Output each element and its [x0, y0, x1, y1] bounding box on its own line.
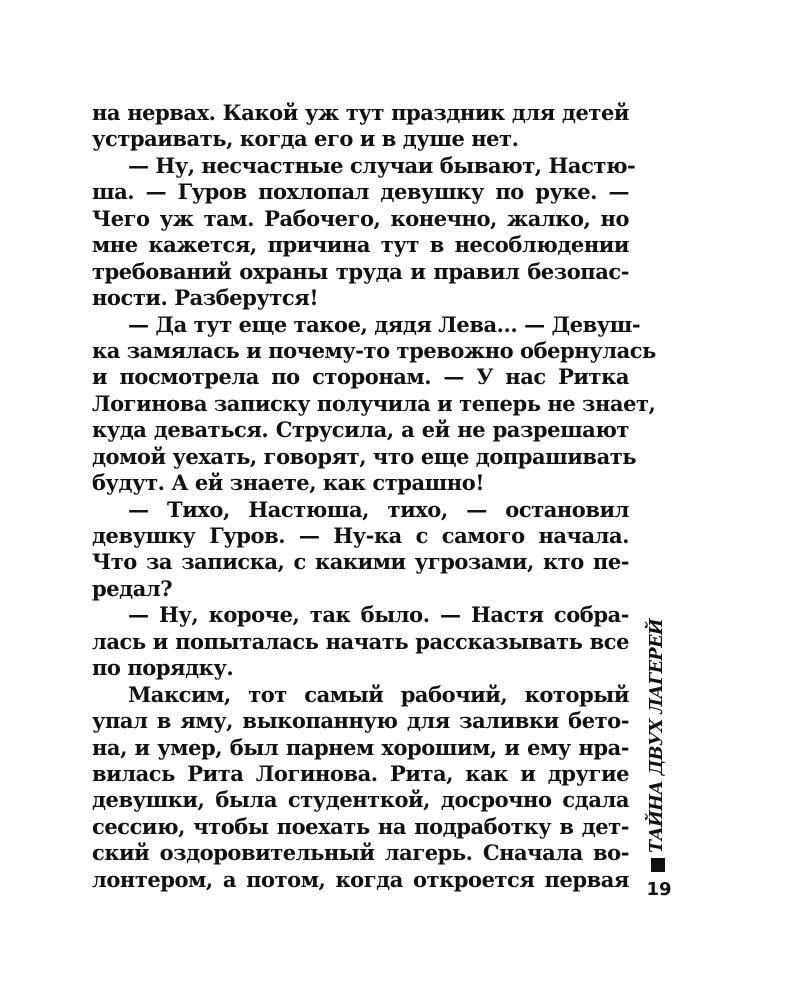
text-line: девушки, была студенткой, досрочно сдала	[92, 787, 629, 813]
text-line: домой уехать, говорят, что еще допрашивать	[92, 443, 637, 469]
text-line: Чего уж там. Рабочего, конечно, жалко, но	[92, 205, 629, 231]
text-line: — Да тут еще такое, дядя Лева... — Девуш-	[128, 311, 641, 337]
text-line: ша. — Гуров похлопал девушку по руке. —	[92, 179, 629, 205]
text-line: требований охраны труда и правил безопас-	[92, 258, 629, 284]
text-line: и посмотрела по сторонам. — У нас Ритка	[92, 364, 629, 390]
text-line: — Тихо, Настюша, тихо, — остановил	[128, 496, 629, 522]
text-line: Что за записка, с какими угрозами, кто пе-	[92, 549, 629, 575]
text-line: куда деваться. Струсила, а ей не разрешают	[92, 417, 629, 443]
text-line: будут. А ей знаете, как страшно!	[92, 470, 485, 496]
text-line: сессию, чтобы поехать на подработку в дет-	[92, 813, 629, 839]
body-text	[92, 100, 656, 893]
text-line: — Ну, короче, так было. — Настя собра-	[128, 602, 629, 628]
text-line: устраивать, когда его и в душе нет.	[92, 126, 519, 152]
folio-marker-icon	[651, 858, 665, 872]
text-line: ности. Разберутся!	[92, 285, 319, 311]
text-line: ский оздоровительный лагерь. Сначала во-	[92, 840, 629, 866]
running-head: ТАЙНА ДВУХ ЛАГЕРЕЙ	[647, 618, 667, 853]
text-line: по порядку.	[92, 655, 234, 681]
text-line: редал?	[92, 575, 173, 601]
text-line: девушку Гуров. — Ну-ка с самого начала.	[92, 523, 629, 548]
text-line: на, и умер, был парнем хорошим, и ему нра-	[92, 734, 629, 760]
text-line: мне кажется, причина тут в несоблюдении	[92, 232, 629, 258]
text-line: лонтером, а потом, когда откроется первая	[92, 866, 629, 892]
text-line: ка замялась и почему-то тревожно обернулась	[92, 337, 656, 363]
text-line: — Ну, несчастные случаи бывают, Настю-	[128, 152, 636, 178]
text-line: вилась Рита Логинова. Рита, как и другие	[92, 760, 629, 786]
page-number: 19	[646, 879, 672, 900]
text-line: на нервах. Какой уж тут праздник для детей	[92, 100, 629, 125]
text-line: Логинова записку получила и теперь не знает,	[92, 390, 656, 416]
text-line: Максим, тот самый рабочий, который	[128, 681, 629, 707]
text-line: упал в яму, выкопанную для заливки бето-	[92, 708, 629, 734]
text-line: лась и попыталась начать рассказывать все	[92, 628, 629, 654]
